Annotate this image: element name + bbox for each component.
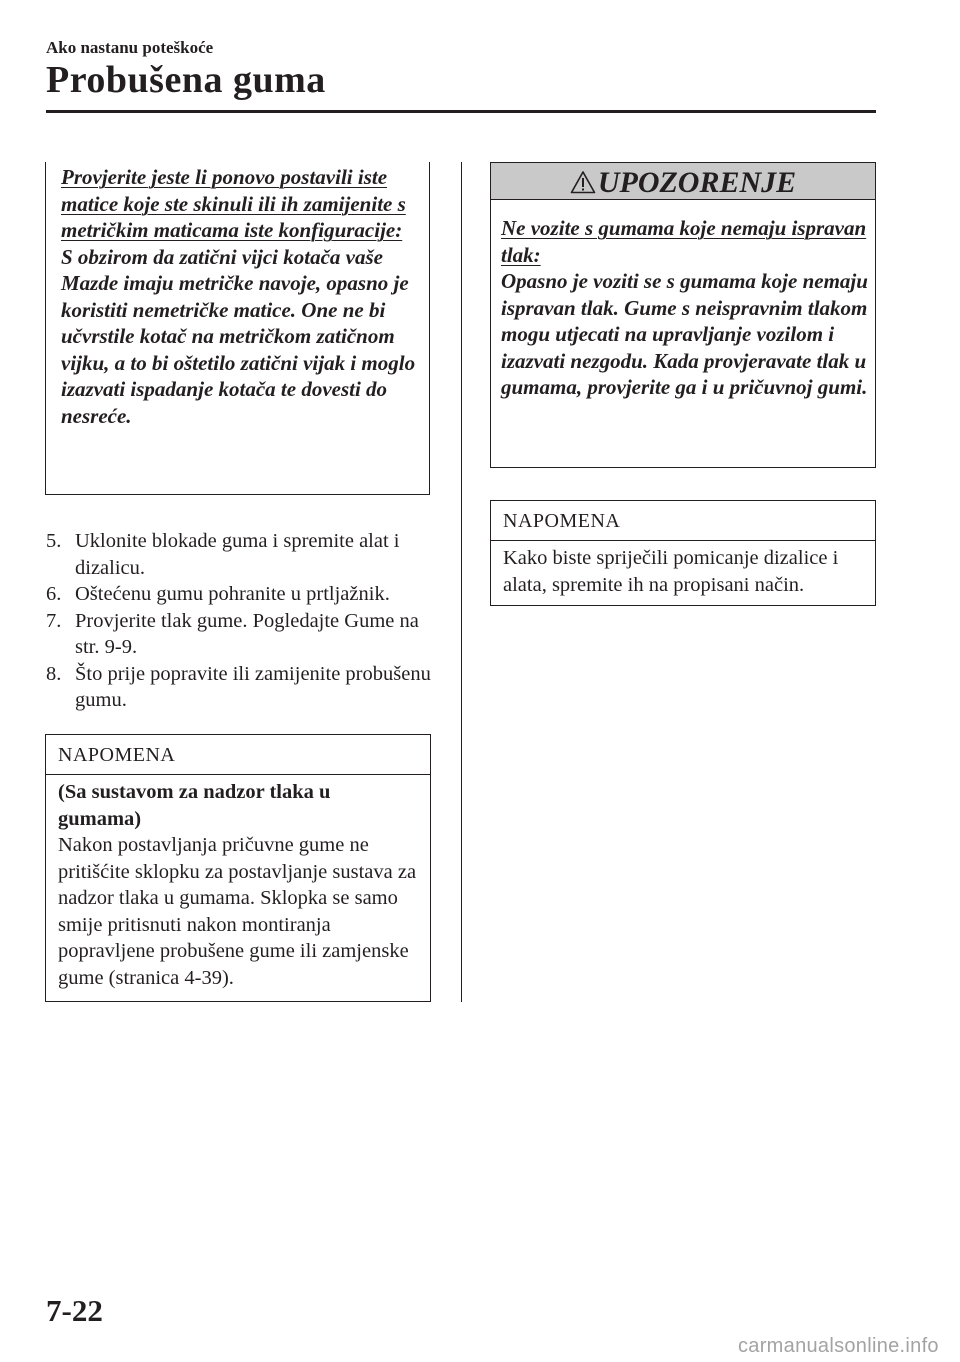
list-item <box>46 581 441 608</box>
step-number: 5. <box>46 530 62 552</box>
steps-list <box>46 528 441 714</box>
section-label: Ako nastanu poteškoće <box>46 38 214 57</box>
note-label: NAPOMENA <box>46 735 430 775</box>
step-text: Provjerite tlak gume. Pogledajte Gume na str. 9-9. <box>75 609 419 658</box>
title-divider <box>46 110 876 113</box>
warning-body: S obzirom da zatični vijci kotača vaše Mazde imaju metričke navoje, opasno je koristiti nemetričke matice. One ne bi učvrstile kotač na metričkom zatičnom vijku, a to bi oštetilo zatični vijak i moglo izazvati ispadanje kotača te dovesti do nesreće. <box>61 244 416 428</box>
watermark: carmanualsonline.info <box>738 1335 939 1357</box>
step-number: 8. <box>46 662 62 685</box>
step-text: Što prije popravite ili zamijenite probušenu gumu. <box>75 662 431 711</box>
note-box-right <box>490 500 876 606</box>
page-number: 7-22 <box>46 1293 103 1328</box>
page-title: Probušena guma <box>46 59 326 101</box>
note-label: NAPOMENA <box>491 501 875 541</box>
step-text: Oštećenu gumu pohranite u prtljažnik. <box>75 583 390 605</box>
note-text: Nakon postavljanja pričuvne gume ne pritišćite sklopku za postavljanje sustava za nadzor tlaka u gumama. Sklopka se samo smije pritisnuti nakon montiranja popravljene probušene gume ili zamjenske gume (stranica 4-39). <box>58 834 417 989</box>
warning-banner-text: UPOZORENJE <box>597 165 797 199</box>
warning-heading: Ne vozite s gumama koje nemaju ispravan tlak: <box>501 216 867 267</box>
note-text: Kako biste spriječili pomicanje dizalice i alata, spremite ih na propisani način. <box>503 547 839 596</box>
note-subheading: (Sa sustavom za nadzor tlaka u gumama) <box>58 781 331 830</box>
list-item <box>46 608 441 661</box>
list-item <box>46 528 441 581</box>
warning-heading: Provjerite jeste li ponovo postavili iste matice koje ste skinuli ili ih zamijenite s metričkim maticama iste konfiguracije: <box>61 165 406 242</box>
warning-box-left <box>45 162 430 495</box>
list-item <box>46 661 441 714</box>
step-number: 6. <box>46 583 62 605</box>
warning-banner <box>491 163 875 200</box>
step-number: 7. <box>46 609 62 632</box>
warning-text-right <box>501 215 871 401</box>
warning-triangle-icon <box>570 170 596 194</box>
warning-text-left <box>61 164 426 429</box>
warning-box-right <box>490 162 876 468</box>
warning-body: Opasno je voziti se s gumama koje nemaju ispravan tlak. Gume s neispravnim tlakom mogu utjecati na upravljanje vozilom i izazvati nezgodu. Kada provjeravate tlak u gumama, provjerite ga i u pričuvnoj gumi. <box>501 269 868 399</box>
note-box-left <box>45 734 431 1002</box>
column-divider <box>461 162 462 1002</box>
step-text: Uklonite blokade guma i spremite alat i dizalicu. <box>75 530 400 579</box>
note-body <box>46 775 430 991</box>
